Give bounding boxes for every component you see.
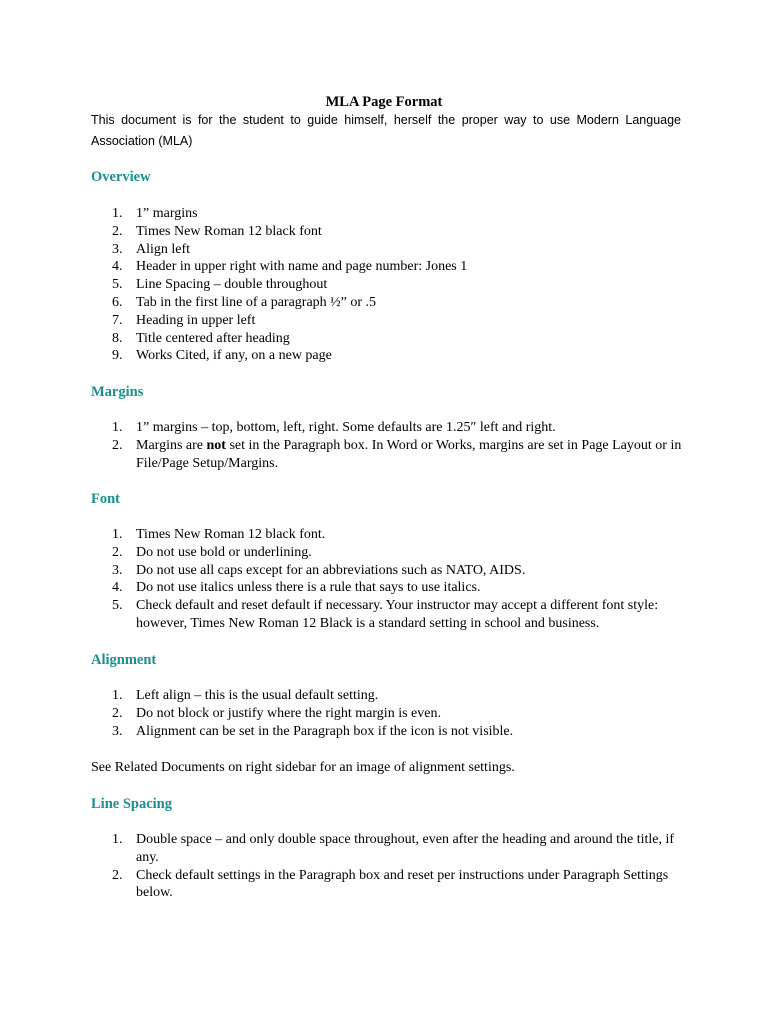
list-item [91, 419, 691, 437]
list-item [91, 258, 691, 276]
list-item-text: Header in upper right with name and page number: Jones 1 [136, 259, 468, 275]
list-number: 1. [112, 832, 123, 847]
list-number: 4. [112, 259, 123, 275]
list-item-text: Heading in upper left [136, 312, 256, 328]
list-number: 3. [112, 241, 123, 257]
list-item-text: Times New Roman 12 black font. [136, 527, 326, 542]
list-item [91, 526, 691, 544]
list-item-text: Left align – this is the usual default setting. [136, 688, 379, 703]
overview-list [91, 205, 691, 365]
list-item [91, 544, 691, 562]
line-spacing-list [91, 831, 691, 902]
list-item-text: Double space – and only double space throughout, even after the heading and around the title, if any. [136, 832, 675, 865]
list-number: 3. [112, 562, 123, 578]
list-item-text-start: Margins are [136, 437, 207, 453]
heading-alignment: Alignment [91, 652, 157, 668]
alignment-list [91, 687, 691, 740]
list-item [91, 294, 691, 312]
list-number: 3. [112, 723, 123, 739]
list-item-text: Do not use all caps except for an abbreviations such as NATO, AIDS. [136, 562, 526, 578]
list-item [91, 330, 691, 348]
heading-font: Font [91, 491, 120, 507]
heading-overview: Overview [91, 169, 151, 185]
list-item-text: Do not use bold or underlining. [136, 544, 312, 560]
intro-paragraph: This document is for the student to guide himself, herself the proper way to use Modern Language Association (MLA) [91, 113, 681, 148]
list-item [91, 579, 691, 597]
list-item-text: Check default settings in the Paragraph box and reset per instructions under Paragraph Settings below. [136, 867, 669, 901]
list-number: 1. [112, 688, 123, 703]
list-item [91, 687, 691, 705]
alignment-note: See Related Documents on right sidebar for an image of alignment settings. [91, 760, 515, 775]
list-number: 2. [112, 867, 123, 883]
list-number: 5. [112, 277, 123, 293]
heading-line-spacing: Line Spacing [91, 796, 172, 812]
list-number: 2. [112, 544, 123, 560]
list-item [91, 831, 691, 867]
list-number: 2. [112, 437, 123, 453]
list-item-text: Do not block or justify where the right margin is even. [136, 705, 441, 721]
list-number: 1. [112, 527, 123, 542]
list-item [91, 723, 691, 741]
list-item-text: Line Spacing – double throughout [136, 277, 328, 293]
list-item [91, 241, 691, 259]
list-number: 5. [112, 598, 123, 614]
list-item-text: Works Cited, if any, on a new page [136, 348, 332, 364]
list-item-text: 1” margins [136, 206, 198, 221]
list-number: 8. [112, 330, 123, 346]
list-number: 9. [112, 348, 123, 364]
list-item [91, 205, 691, 223]
list-item-text: Check default and reset default if necessary. Your instructor may accept a different font style: however, Times New Roman 12 Black is a standard setting in school and business. [136, 598, 659, 631]
list-item [91, 276, 691, 294]
list-item-text: Title centered after heading [136, 330, 290, 346]
list-item-text: Tab in the first line of a paragraph ½” or .5 [136, 294, 377, 310]
list-number: 4. [112, 580, 123, 596]
list-item-text: Alignment can be set in the Paragraph box if the icon is not visible. [136, 723, 514, 739]
list-item [91, 223, 691, 241]
list-number: 2. [112, 223, 123, 239]
list-number: 1. [112, 420, 123, 435]
font-list [91, 526, 691, 633]
list-item-text: 1” margins – top, bottom, left, right. Some defaults are 1.25″ left and right. [136, 420, 556, 435]
list-item [91, 437, 691, 473]
page-title: MLA Page Format [325, 94, 443, 110]
list-item [91, 562, 691, 580]
list-item-text-end: set in the Paragraph box. In Word or Works, margins are set in Page Layout or in File/Page Setup/Margins. [136, 437, 682, 471]
list-item-text: Do not use italics unless there is a rule that says to use italics. [136, 580, 481, 596]
list-number: 6. [112, 294, 123, 310]
list-item [91, 597, 691, 633]
list-item-bold-word: not [206, 437, 226, 453]
list-number: 2. [112, 705, 123, 721]
margins-list [91, 419, 691, 472]
list-number: 7. [112, 312, 123, 328]
list-item-text: Align left [136, 241, 191, 257]
list-item [91, 867, 691, 903]
list-item [91, 705, 691, 723]
list-item-text: Times New Roman 12 black font [136, 223, 322, 239]
list-item [91, 347, 691, 365]
list-number: 1. [112, 206, 123, 221]
list-item [91, 312, 691, 330]
heading-margins: Margins [91, 384, 144, 400]
